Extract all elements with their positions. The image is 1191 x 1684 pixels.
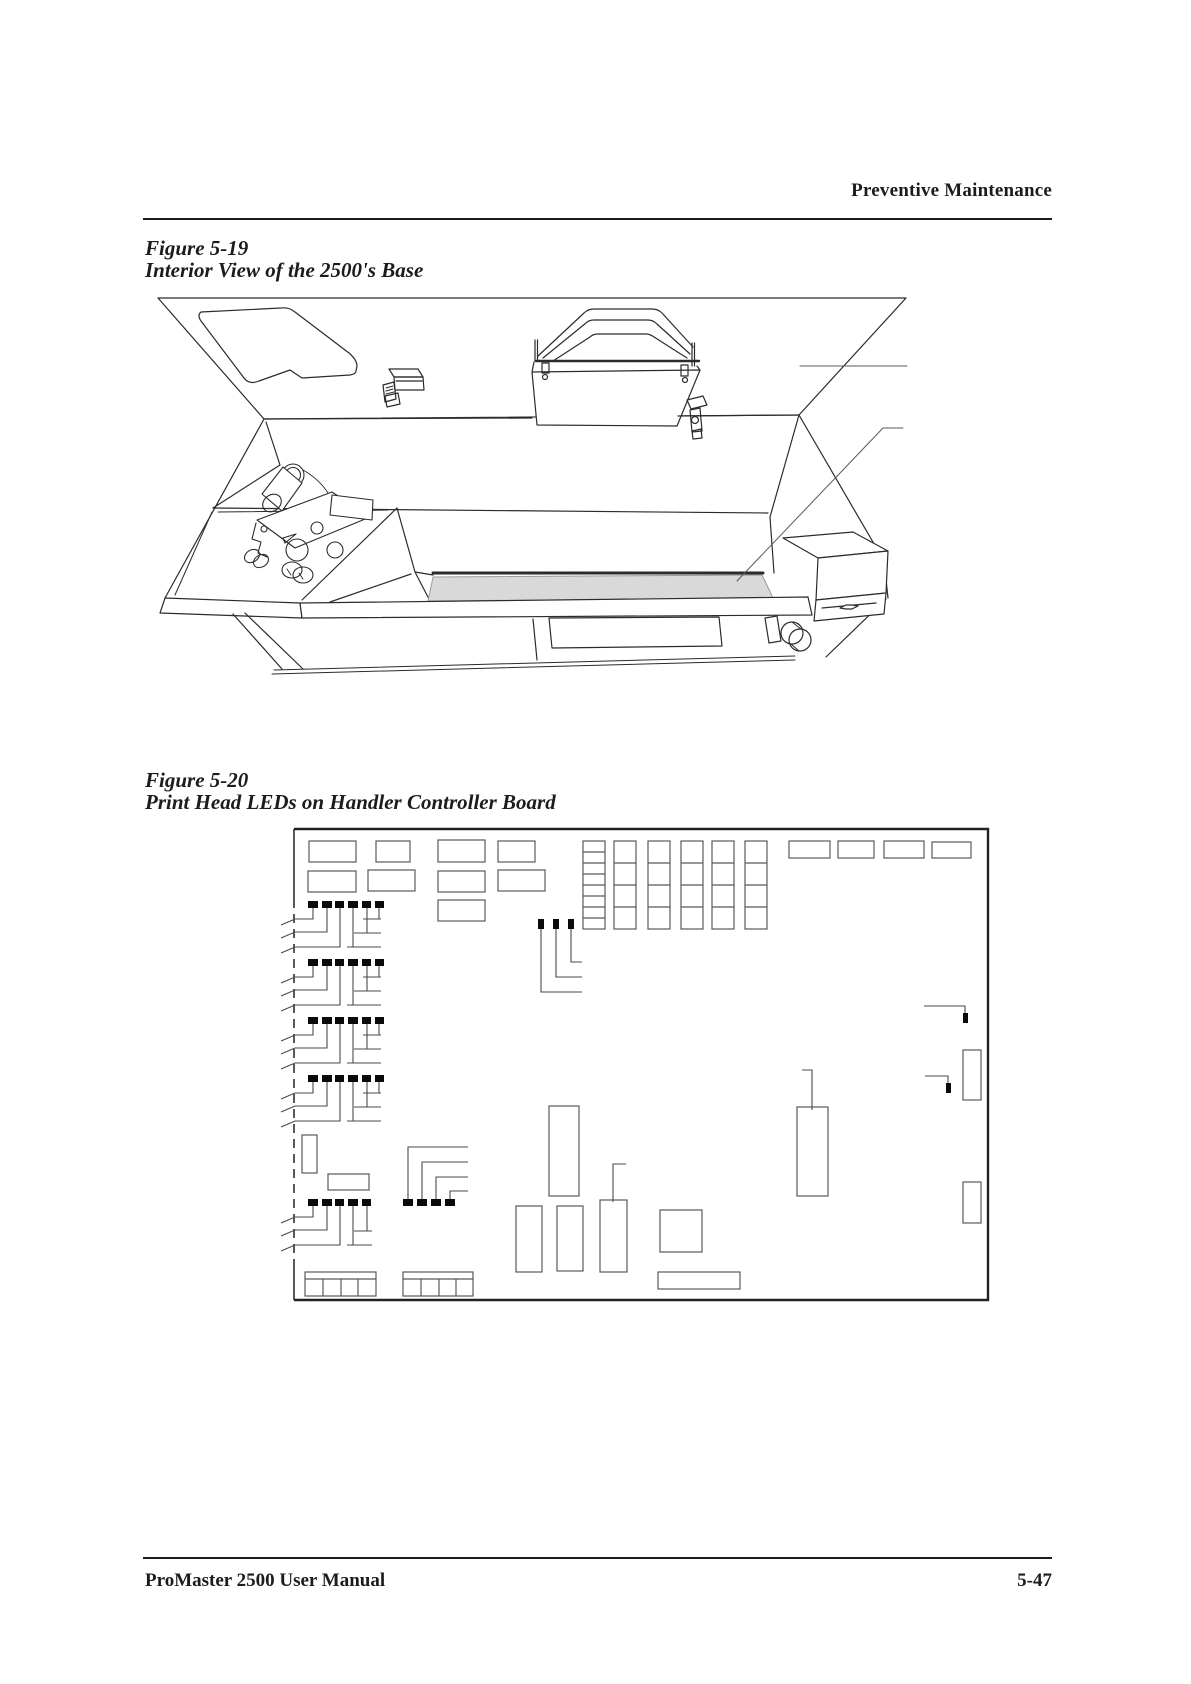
base-interior xyxy=(160,415,888,674)
cartridge-latch xyxy=(687,396,707,439)
drive-roller xyxy=(765,616,811,651)
footer-rule xyxy=(143,1557,1052,1559)
open-lid xyxy=(158,298,906,419)
bottom-panel xyxy=(533,617,722,660)
print-head-led-rows xyxy=(281,901,384,1127)
print-head-assembly xyxy=(242,464,373,583)
ic-chips-top-left xyxy=(308,840,545,921)
figure-5-19-title: Interior View of the 2500's Base xyxy=(145,258,424,282)
right-side-leds xyxy=(924,1006,968,1093)
misc-components xyxy=(302,1050,981,1296)
card-transport-belt xyxy=(428,573,773,601)
footer-page-number: 5-47 xyxy=(1017,1570,1052,1591)
edge-connector-2 xyxy=(403,1272,473,1296)
figure-5-19-drawing xyxy=(158,298,907,674)
ribbon-cartridge xyxy=(532,309,707,439)
figure-5-20-label: Figure 5-20 xyxy=(145,768,249,792)
board-outline xyxy=(294,829,988,1300)
bottom-led-row-right xyxy=(403,1147,468,1206)
edge-connector-1 xyxy=(305,1272,376,1296)
center-led-group xyxy=(538,919,582,992)
ic-chips-top-right xyxy=(789,841,971,858)
footer-manual-title: ProMaster 2500 User Manual xyxy=(145,1570,386,1591)
connector-columns xyxy=(583,841,767,929)
lid-bracket xyxy=(383,369,424,407)
figure-5-20-drawing xyxy=(281,829,988,1300)
figure-5-19-label: Figure 5-19 xyxy=(145,236,249,260)
header-section-title: Preventive Maintenance xyxy=(851,180,1052,201)
figure-5-20-title: Print Head LEDs on Handler Controller Board xyxy=(145,790,556,814)
